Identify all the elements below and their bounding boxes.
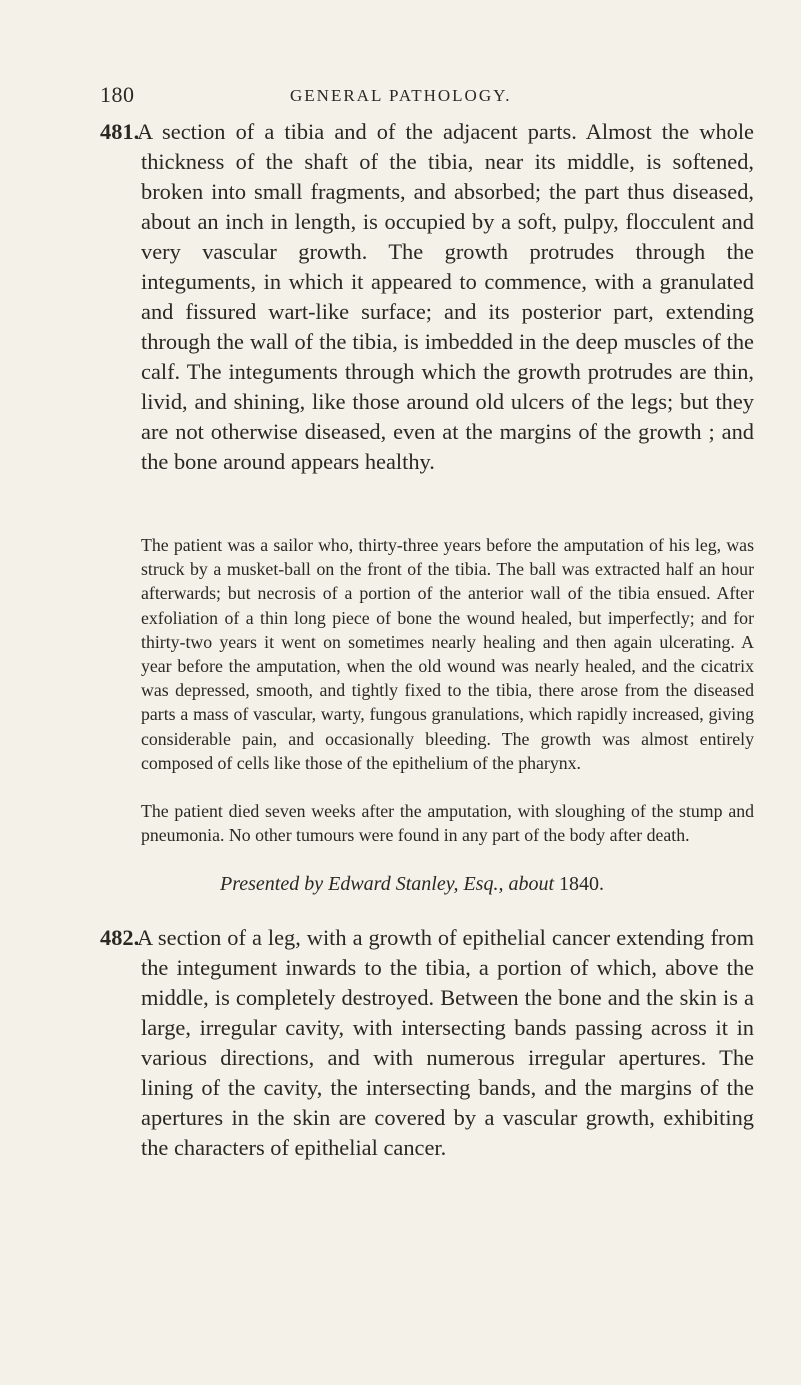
case-note-paragraph: The patient died seven weeks after the amputation, with sloughing of the stump and pneumonia. No other tumours were found in any part of the body after death.	[141, 801, 754, 846]
running-head	[100, 82, 740, 112]
entry-number: 481.	[100, 119, 140, 144]
presented-year: 1840.	[559, 873, 605, 895]
entry-text: A section of a leg, with a growth of epithelial cancer extending from the integument inwards to the tibia, a portion of which, above the middle, is completely destroyed. Between the bone and the skin is a large, irregular cavity, with intersecting bands passing across it in various directions, and with numerous irregular apertures. The lining of the cavity, the intersecting bands, and the margins of the apertures in the skin are covered by a vascular growth, exhibiting the characters of epithelial cancer.	[137, 925, 754, 1160]
specimen-entry-482	[100, 923, 754, 1163]
entry-text: A section of a tibia and of the adjacent parts. Almost the whole thickness of the shaft of the tibia, near its middle, is softened, broken into small fragments, and absorbed; the part thus diseased, about an inch in length, is occupied by a soft, pulpy, flocculent and very vascular growth. The growth protrudes through the integuments, in which it appeared to commence, with a granulated and fissured wart-like surface; and its posterior part, extending through the wall of the tibia, is imbedded in the deep muscles of the calf. The integuments through which the growth protrudes are thin, livid, and shining, like those around old ulcers of the legs; but they are not otherwise diseased, even at the margins of the growth ; and the bone around appears healthy.	[137, 119, 754, 474]
presented-by-line	[220, 870, 760, 898]
running-title: GENERAL PATHOLOGY.	[290, 86, 512, 105]
page-number: 180	[100, 82, 135, 107]
specimen-entry-481	[100, 117, 754, 477]
entry-number: 482.	[100, 925, 140, 950]
case-note-paragraph: The patient was a sailor who, thirty-three years before the amputation of his leg, was struck by a musket-ball on the front of the tibia. The ball was extracted half an hour afterwards; but necrosis of a portion of the anterior wall of the tibia ensued. After exfoliation of a thin long piece of bone the wound healed, but imperfectly; and for thirty-two years it went on sometimes nearly healing and then again ulcerating. A year before the amputation, when the old wound was nearly healed, and the cicatrix was depressed, smooth, and tightly fixed to the tibia, there arose from the diseased parts a mass of vascular, warty, fungous granulations, which rapidly increased, giving considerable pain, and occasionally bleeding. The growth was almost entirely composed of cells like those of the epithelium of the pharynx.	[141, 535, 754, 773]
presented-by-text: Presented by Edward Stanley, Esq., about	[220, 873, 555, 895]
